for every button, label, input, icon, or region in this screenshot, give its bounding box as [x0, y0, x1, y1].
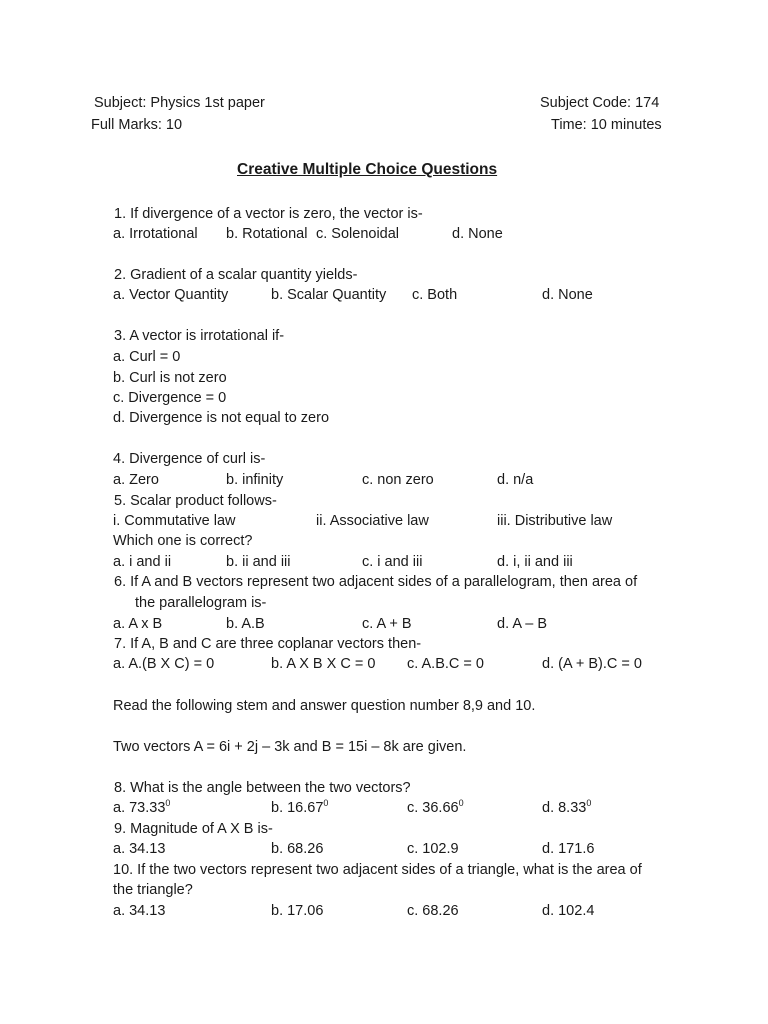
q6-option-d: d. A – B — [497, 616, 547, 632]
question-6-line-2: the parallelogram is- — [135, 595, 267, 611]
q6-option-c: c. A + B — [362, 616, 412, 632]
q4-option-d: d. n/a — [497, 472, 534, 488]
q10-option-c: c. 68.26 — [407, 903, 459, 919]
q1-option-b: b. Rotational — [226, 226, 308, 242]
question-10-line-1: 10. If the two vectors represent two adjacent sides of a triangle, what is the area of — [113, 862, 642, 878]
question-2: 2. Gradient of a scalar quantity yields- — [114, 267, 358, 283]
subject-label: Subject: Physics 1st paper — [94, 95, 265, 111]
q7-option-d: d. (A + B).C = 0 — [542, 656, 642, 672]
q3-option-c: c. Divergence = 0 — [113, 390, 227, 406]
question-5: 5. Scalar product follows- — [114, 493, 277, 509]
q4-option-b: b. infinity — [226, 472, 284, 488]
q7-option-c: c. A.B.C = 0 — [407, 656, 484, 672]
q2-option-d: d. None — [542, 287, 593, 303]
question-4: 4. Divergence of curl is- — [113, 451, 266, 467]
q5-option-c: c. i and iii — [362, 554, 423, 570]
q3-option-a: a. Curl = 0 — [113, 349, 181, 365]
q5-prompt: Which one is correct? — [113, 533, 253, 549]
q5-option-d: d. i, ii and iii — [497, 554, 573, 570]
subject-code: Subject Code: 174 — [540, 95, 660, 111]
q2-option-b: b. Scalar Quantity — [271, 287, 387, 303]
q4-option-c: c. non zero — [362, 472, 434, 488]
q10-option-d: d. 102.4 — [542, 903, 595, 919]
q2-option-a: a. Vector Quantity — [113, 287, 229, 303]
q8-option-a — [113, 798, 171, 816]
q3-option-b: b. Curl is not zero — [113, 370, 227, 386]
q10-option-a: a. 34.13 — [113, 903, 166, 919]
question-8: 8. What is the angle between the two vectors? — [114, 780, 411, 796]
q5-option-a: a. i and ii — [113, 554, 172, 570]
q3-option-d: d. Divergence is not equal to zero — [113, 410, 330, 426]
q9-option-d: d. 171.6 — [542, 841, 595, 857]
degree-superscript: 0 — [323, 798, 329, 809]
q8-option-d-text: d. 8.33 — [542, 800, 587, 816]
q9-option-a: a. 34.13 — [113, 841, 166, 857]
stem-instruction: Read the following stem and answer question number 8,9 and 10. — [113, 698, 536, 714]
q5-option-b: b. ii and iii — [226, 554, 291, 570]
stem-text: Two vectors A = 6i + 2j – 3k and B = 15i – 8k are given. — [113, 739, 467, 755]
question-6-line-1: 6. If A and B vectors represent two adjacent sides of a parallelogram, then area of — [114, 574, 638, 590]
q8-option-a-text: a. 73.33 — [113, 800, 166, 816]
q8-option-c-text: c. 36.66 — [407, 800, 459, 816]
q5-statement-ii: ii. Associative law — [316, 513, 429, 529]
degree-superscript: 0 — [586, 798, 592, 809]
q5-statement-iii: iii. Distributive law — [497, 513, 613, 529]
q1-option-d: d. None — [452, 226, 503, 242]
q8-option-b-text: b. 16.67 — [271, 800, 324, 816]
q8-option-b — [271, 798, 329, 816]
question-3: 3. A vector is irrotational if- — [114, 328, 285, 344]
page-title: Creative Multiple Choice Questions — [237, 161, 498, 178]
question-10-line-2: the triangle? — [113, 882, 193, 898]
degree-superscript: 0 — [165, 798, 171, 809]
q10-option-b: b. 17.06 — [271, 903, 324, 919]
time-limit: Time: 10 minutes — [551, 117, 662, 133]
q1-option-a: a. Irrotational — [113, 226, 198, 242]
q6-option-a: a. A x B — [113, 616, 163, 632]
q6-option-b: b. A.B — [226, 616, 265, 632]
degree-superscript: 0 — [458, 798, 464, 809]
q8-option-c — [407, 798, 464, 816]
q9-option-c: c. 102.9 — [407, 841, 459, 857]
q7-option-b: b. A X B X C = 0 — [271, 656, 376, 672]
question-9: 9. Magnitude of A X B is- — [114, 821, 273, 837]
q4-option-a: a. Zero — [113, 472, 159, 488]
q5-statement-i: i. Commutative law — [113, 513, 236, 529]
q2-option-c: c. Both — [412, 287, 458, 303]
q7-option-a: a. A.(B X C) = 0 — [113, 656, 215, 672]
q9-option-b: b. 68.26 — [271, 841, 324, 857]
full-marks: Full Marks: 10 — [91, 117, 183, 133]
q1-option-c: c. Solenoidal — [316, 226, 400, 242]
question-1: 1. If divergence of a vector is zero, the vector is- — [114, 206, 423, 222]
q8-option-d — [542, 798, 592, 816]
question-7: 7. If A, B and C are three coplanar vectors then- — [114, 636, 422, 652]
